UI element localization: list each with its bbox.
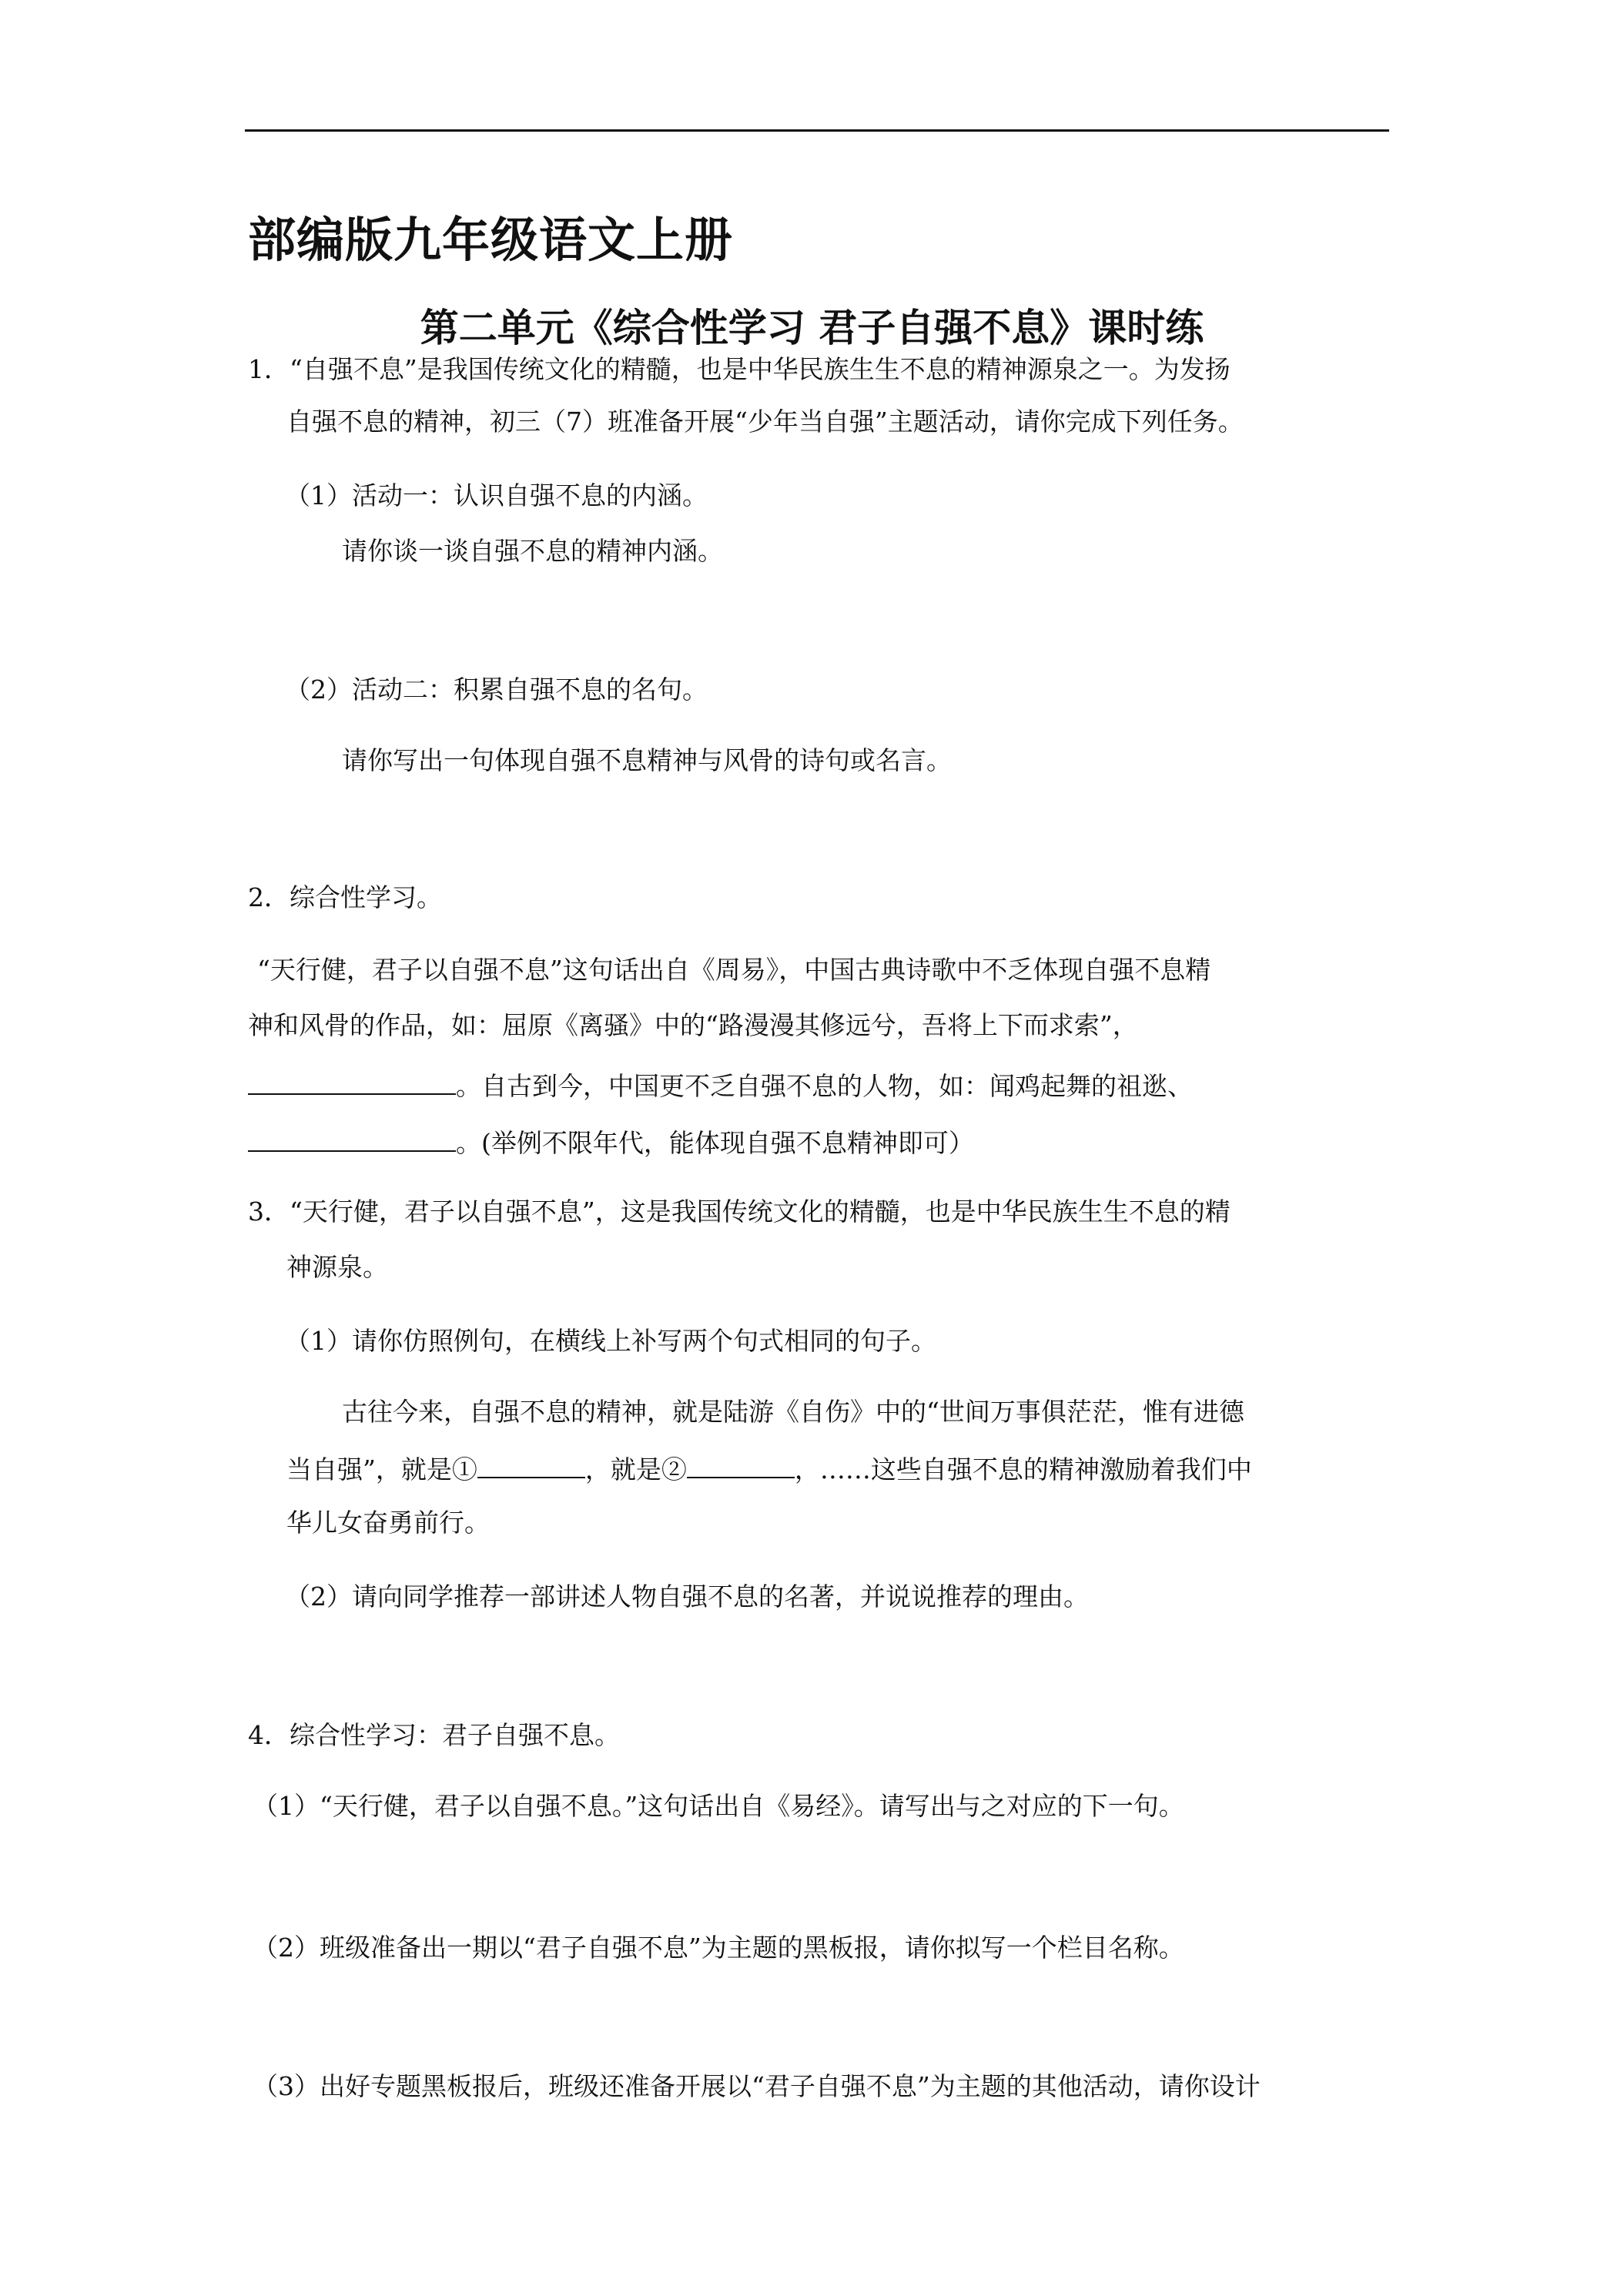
q4-sub-3: （3）出好专题黑板报后，班级还准备开展以“君子自强不息”为主题的其他活动，请你设计 [253,2071,1261,2101]
answer-blank-4[interactable] [687,1452,795,1478]
q3-example-line-2: 当自强”，就是① ，就是② ，……这些自强不息的精神激励着我们中 [286,1452,1252,1485]
answer-blank-1[interactable] [248,1069,456,1095]
answer-blank-2[interactable] [248,1126,456,1152]
q1-activity-1-prompt: 请你谈一谈自强不息的精神内涵。 [342,536,723,566]
q2-line-3: 神和风骨的作品，如：屈原《离骚》中的“路漫漫其修远兮，吾将上下而求索”， [248,1010,1138,1040]
q2-line-4: 。自古到今，中国更不乏自强不息的人物，如：闻鸡起舞的祖逖、 [248,1069,1193,1102]
q3-sub-2: （2）请向同学推荐一部讲述人物自强不息的名著，并说说推荐的理由。 [285,1581,1089,1612]
q3-line-1: 3．“天行健，君子以自强不息”，这是我国传统文化的精髓，也是中华民族生生不息的精 [248,1197,1231,1227]
q4-line-1: 4．综合性学习：君子自强不息。 [248,1720,620,1750]
q3-example-line-1: 古往今来，自强不息的精神，就是陆游《自伤》中的“世间万事俱茫茫，惟有进德 [342,1397,1244,1427]
q4-sub-1: （1）“天行健，君子以自强不息。”这句话出自《易经》。请写出与之对应的下一句。 [253,1791,1184,1821]
q3-example-line-3: 华儿女奋勇前行。 [286,1508,490,1538]
q1-activity-2-title: （2）活动二：积累自强不息的名句。 [285,674,708,705]
q3-line-2: 神源泉。 [286,1252,388,1282]
q3-sub-1: （1）请你仿照例句，在横线上补写两个句式相同的句子。 [285,1326,936,1356]
document-title: 部编版九年级语文上册 [248,212,734,268]
lesson-subtitle: 第二单元《综合性学习 君子自强不息》课时练 [420,306,1204,350]
header-rule [245,129,1389,132]
q1-line-1: 1．“自强不息”是我国传统文化的精髓，也是中华民族生生不息的精神源泉之一。为发扬 [248,354,1231,384]
q4-sub-2: （2）班级准备出一期以“君子自强不息”为主题的黑板报，请你拟写一个栏目名称。 [253,1933,1184,1963]
q2-line-5: 。(举例不限年代，能体现自强不息精神即可） [248,1126,974,1159]
q1-activity-1-title: （1）活动一：认识自强不息的内涵。 [285,480,708,510]
q1-line-2: 自强不息的精神，初三（7）班准备开展“少年当自强”主题活动，请你完成下列任务。 [286,407,1244,437]
q2-line-1: 2．综合性学习。 [248,882,442,912]
answer-blank-3[interactable] [477,1452,585,1478]
q1-activity-2-prompt: 请你写出一句体现自强不息精神与风骨的诗句或名言。 [342,745,952,775]
q2-line-2: “天行健，君子以自强不息”这句话出自《周易》，中国古典诗歌中不乏体现自强不息精 [257,955,1211,985]
